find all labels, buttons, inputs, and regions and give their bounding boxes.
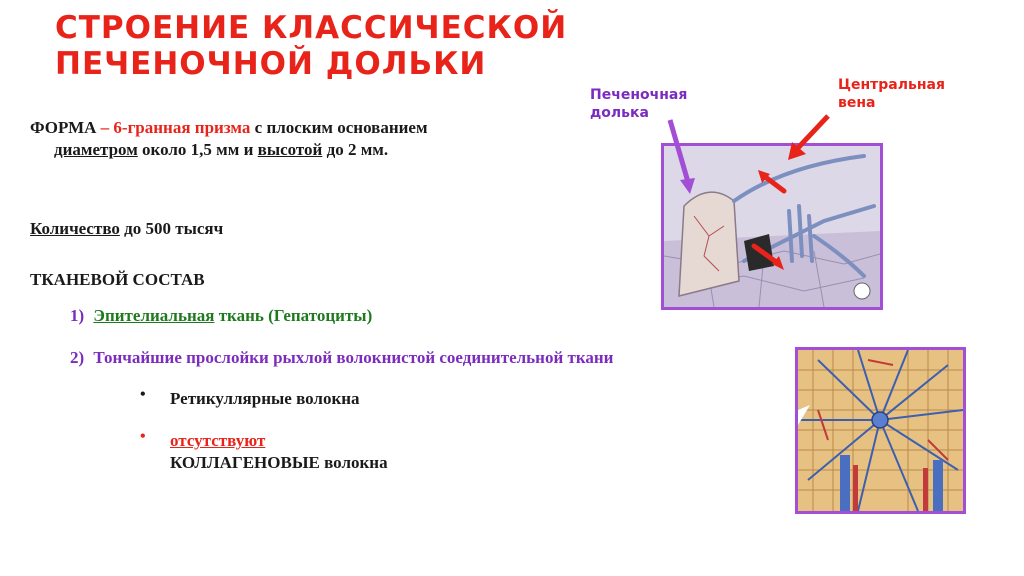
item-2-text: Тончайшие прослойки рыхлой волокнистой соединительной ткани <box>93 348 614 367</box>
bullet-2 <box>140 428 146 446</box>
bullet-1-marker: • <box>140 386 146 403</box>
bullet-2-text <box>170 430 388 474</box>
slide-title <box>55 10 567 82</box>
bullet-2-absent: отсутствуют <box>170 431 266 450</box>
label-lobule-line-2: долька <box>590 105 649 121</box>
item-1-paren: (Гепатоциты) <box>268 306 373 325</box>
tissue-item-2 <box>70 347 613 369</box>
lobule-pointer-arrow <box>640 110 700 200</box>
bullet-2-collagen: КОЛЛАГЕНОВЫЕ волокна <box>170 453 388 472</box>
bullet-1 <box>140 386 146 404</box>
label-vein-line-1: Центральная <box>838 77 945 93</box>
item-1-rest: ткань <box>214 306 269 325</box>
title-line-2: ПЕЧЕНОЧНОЙ ДОЛЬКИ <box>55 46 487 82</box>
item-1-name: Эпителиальная <box>93 306 215 325</box>
item-1-number: 1) <box>70 306 85 325</box>
shape-line-2 <box>30 139 550 161</box>
histology-drawing <box>798 350 963 511</box>
bullet-2-marker: • <box>140 428 146 445</box>
shape-paragraph <box>30 117 550 161</box>
diameter-word: диаметром <box>54 140 138 159</box>
shape-line-1 <box>30 117 550 139</box>
count-line <box>30 218 223 240</box>
count-label: Количество <box>30 219 120 238</box>
count-value: до 500 тысяч <box>119 219 224 238</box>
vein-pointer-arrow <box>780 108 840 168</box>
shape-label: ФОРМА <box>30 118 97 137</box>
label-vein-line-2: вена <box>838 95 876 111</box>
diameter-value: около 1,5 мм и <box>137 140 258 159</box>
tissue-item-1 <box>70 305 372 327</box>
shape-dash: – <box>96 118 114 137</box>
label-lobule-line-1: Печеночная <box>590 87 688 103</box>
bullet-1-text: Ретикуллярные волокна <box>170 389 360 408</box>
shape-rest: с плоским основанием <box>250 118 428 137</box>
shape-value: 6-гранная призма <box>113 118 251 137</box>
tissue-heading: ТКАНЕВОЙ СОСТАВ <box>30 270 205 289</box>
histology-illustration <box>795 347 966 514</box>
height-value: до 2 мм. <box>322 140 389 159</box>
height-word: высотой <box>257 140 323 159</box>
label-central-vein <box>838 76 945 112</box>
item-2-number: 2) <box>70 348 85 367</box>
title-line-1: СТРОЕНИЕ КЛАССИЧЕСКОЙ <box>55 10 568 46</box>
